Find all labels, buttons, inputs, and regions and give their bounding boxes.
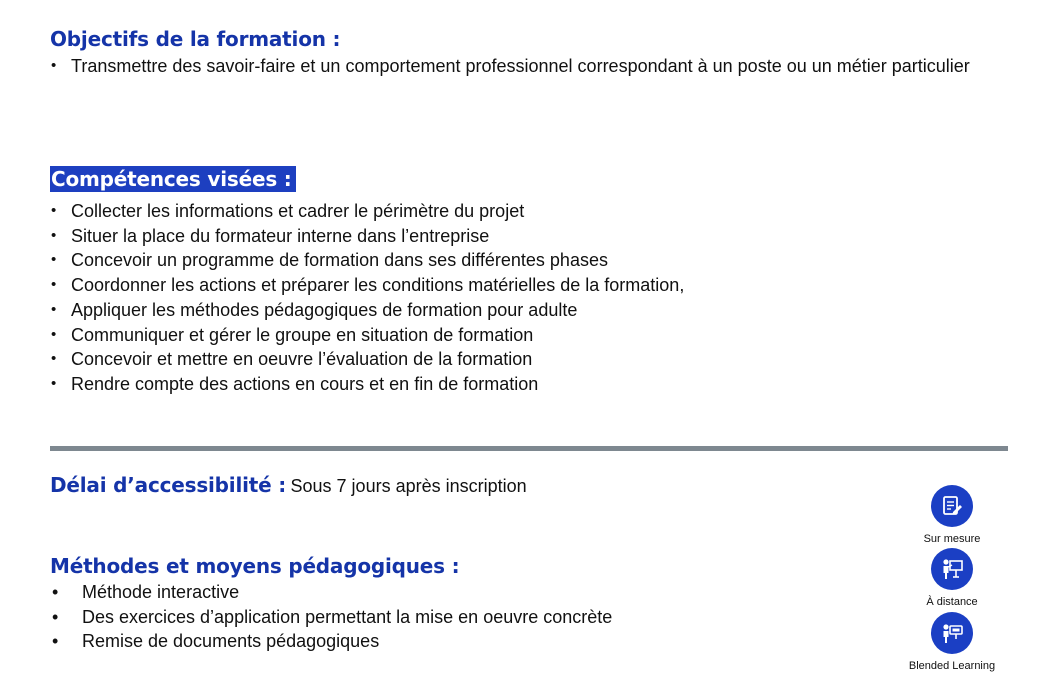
objectifs-list [50, 54, 1008, 79]
delai-value: Sous 7 jours après inscription [290, 476, 527, 496]
list-item: • Méthode interactive [50, 580, 612, 605]
modalite-label: Sur mesure [923, 533, 981, 545]
modalite-label: Blended Learning [908, 660, 996, 672]
competences-heading: Compétences visées : [50, 166, 296, 192]
document-pen-icon [931, 485, 973, 527]
modalite-sur-mesure [897, 485, 1007, 545]
modalite-a-distance [897, 548, 1007, 608]
list-item: • Collecter les informations et cadrer le périmètre du projet [50, 199, 684, 224]
delai-line [50, 472, 527, 501]
list-item: • Remise de documents pédagogiques [50, 629, 612, 654]
modalite-label: À distance [926, 596, 978, 608]
list-item: • Transmettre des savoir-faire et un comportement professionnel correspondant à un poste ou un métier particulier [50, 54, 1008, 79]
competences-list [50, 199, 684, 397]
methodes-list [50, 580, 612, 654]
section-divider [50, 446, 1008, 451]
list-item: • Concevoir un programme de formation dans ses différentes phases [50, 248, 684, 273]
list-item: • Communiquer et gérer le groupe en situation de formation [50, 323, 684, 348]
delai-heading: Délai d’accessibilité : [50, 473, 287, 497]
list-item: • Coordonner les actions et préparer les conditions matérielles de la formation, [50, 273, 684, 298]
list-item: • Appliquer les méthodes pédagogiques de formation pour adulte [50, 298, 684, 323]
trainer-screen-icon [931, 612, 973, 654]
list-item: • Rendre compte des actions en cours et en fin de formation [50, 372, 684, 397]
list-item: • Des exercices d’application permettant la mise en oeuvre concrète [50, 605, 612, 630]
presenter-board-icon [931, 548, 973, 590]
modalite-blended-learning [897, 612, 1007, 672]
list-item: • Situer la place du formateur interne dans l’entreprise [50, 224, 684, 249]
methodes-heading: Méthodes et moyens pédagogiques : [50, 554, 460, 578]
objectifs-heading: Objectifs de la formation : [50, 27, 341, 51]
list-item: • Concevoir et mettre en oeuvre l’évaluation de la formation [50, 347, 684, 372]
